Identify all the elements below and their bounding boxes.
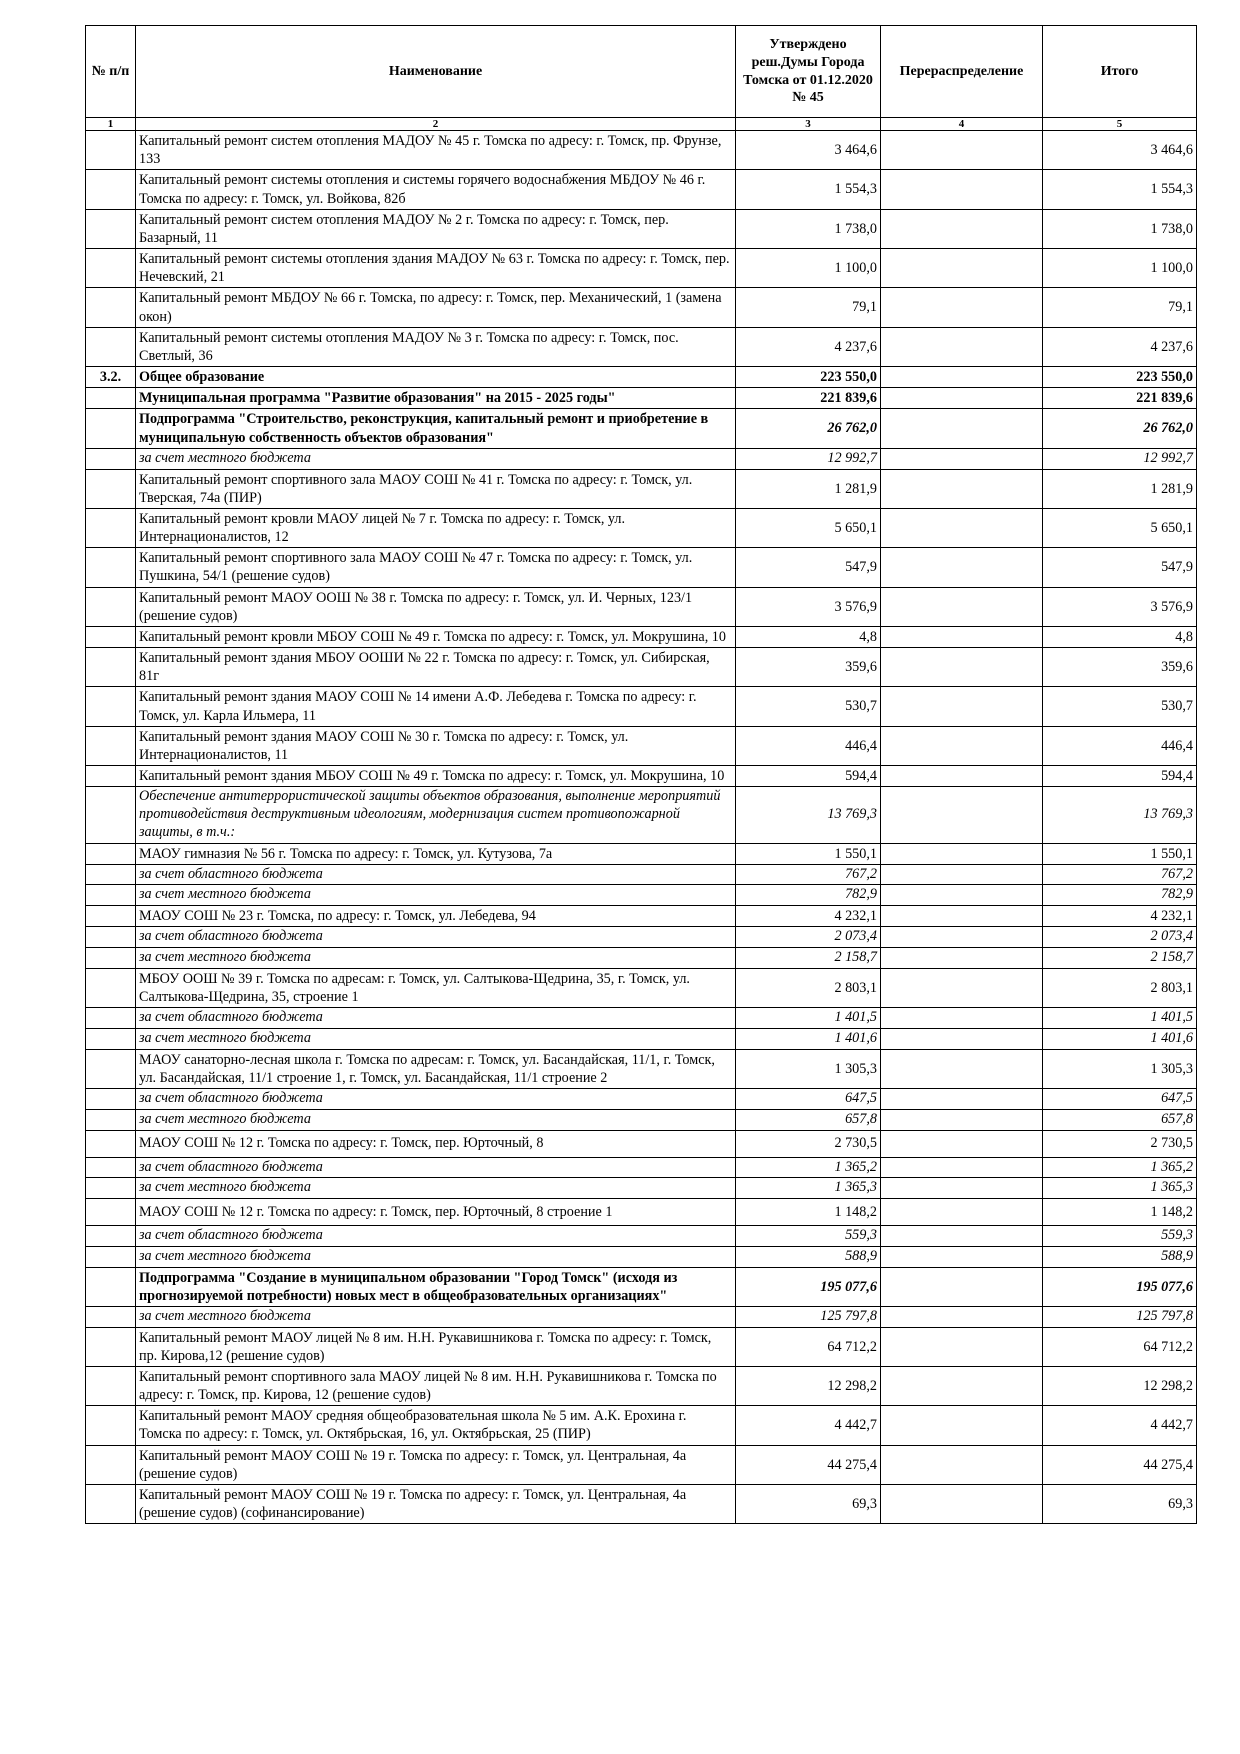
row-redistribution-cell (881, 1178, 1043, 1199)
row-total-cell: 359,6 (1043, 648, 1197, 687)
row-approved-cell: 547,9 (736, 548, 881, 587)
row-approved-cell: 1 738,0 (736, 209, 881, 248)
table-row (86, 409, 1197, 448)
row-redistribution-cell (881, 1327, 1043, 1366)
row-total-cell: 12 992,7 (1043, 448, 1197, 469)
row-number-cell (86, 1306, 136, 1327)
row-redistribution-cell (881, 288, 1043, 327)
row-approved-cell: 1 401,5 (736, 1008, 881, 1029)
row-approved-cell: 79,1 (736, 288, 881, 327)
row-approved-cell: 125 797,8 (736, 1306, 881, 1327)
row-name-cell: Капитальный ремонт МАОУ средняя общеобразовательная школа № 5 им. А.К. Ерохина г. Томска по адресу: г. Томск, ул. Октябрьская, 16, ул. Октябрьская, 25 (ПИР) (136, 1406, 736, 1445)
row-total-cell: 44 275,4 (1043, 1445, 1197, 1484)
row-approved-cell: 782,9 (736, 885, 881, 906)
table-row (86, 367, 1197, 388)
row-total-cell: 2 803,1 (1043, 968, 1197, 1007)
table-row (86, 726, 1197, 765)
row-approved-cell: 44 275,4 (736, 1445, 881, 1484)
row-number-cell (86, 388, 136, 409)
row-name-cell: за счет местного бюджета (136, 948, 736, 969)
row-total-cell: 782,9 (1043, 885, 1197, 906)
row-approved-cell: 12 298,2 (736, 1366, 881, 1405)
row-redistribution-cell (881, 469, 1043, 508)
row-total-cell: 657,8 (1043, 1109, 1197, 1130)
row-number-cell (86, 209, 136, 248)
row-redistribution-cell (881, 448, 1043, 469)
row-redistribution-cell (881, 1089, 1043, 1110)
table-row (86, 766, 1197, 787)
row-name-cell: за счет областного бюджета (136, 1008, 736, 1029)
row-name-cell: Обеспечение антитеррористической защиты объектов образования, выполнение мероприятий противодействия деструктивным идеологиям, модернизация систем противопожарной защиты, в т.ч.: (136, 787, 736, 843)
row-number-cell (86, 843, 136, 864)
table-row (86, 1008, 1197, 1029)
row-name-cell: за счет местного бюджета (136, 1178, 736, 1199)
row-name-cell: Капитальный ремонт кровли МБОУ СОШ № 49 г. Томска по адресу: г. Томск, ул. Мокрушина, 10 (136, 626, 736, 647)
row-redistribution-cell (881, 409, 1043, 448)
row-number-cell (86, 1366, 136, 1405)
row-name-cell: Капитальный ремонт здания МБОУ СОШ № 49 г. Томска по адресу: г. Томск, ул. Мокрушина, 10 (136, 766, 736, 787)
row-approved-cell: 359,6 (736, 648, 881, 687)
row-approved-cell: 2 073,4 (736, 927, 881, 948)
row-approved-cell: 530,7 (736, 687, 881, 726)
row-redistribution-cell (881, 1109, 1043, 1130)
table-row (86, 288, 1197, 327)
row-approved-cell: 3 576,9 (736, 587, 881, 626)
row-number-cell (86, 1406, 136, 1445)
table-row (86, 648, 1197, 687)
row-number-cell (86, 687, 136, 726)
row-redistribution-cell (881, 885, 1043, 906)
row-number-cell (86, 409, 136, 448)
table-row (86, 1485, 1197, 1524)
row-total-cell: 223 550,0 (1043, 367, 1197, 388)
column-number: 4 (881, 118, 1043, 131)
row-redistribution-cell (881, 587, 1043, 626)
header-name: Наименование (136, 26, 736, 118)
row-redistribution-cell (881, 1306, 1043, 1327)
row-name-cell: за счет областного бюджета (136, 927, 736, 948)
row-approved-cell: 4 237,6 (736, 327, 881, 366)
table-row (86, 1327, 1197, 1366)
row-total-cell: 2 158,7 (1043, 948, 1197, 969)
table-row (86, 209, 1197, 248)
row-redistribution-cell (881, 1246, 1043, 1267)
row-number-cell (86, 1246, 136, 1267)
row-name-cell: за счет местного бюджета (136, 1306, 736, 1327)
row-name-cell: МАОУ СОШ № 12 г. Томска по адресу: г. Томск, пер. Юрточный, 8 (136, 1130, 736, 1157)
table-header-row (86, 26, 1197, 118)
row-name-cell: за счет областного бюджета (136, 1157, 736, 1178)
row-total-cell: 26 762,0 (1043, 409, 1197, 448)
row-number-cell (86, 726, 136, 765)
row-number-cell (86, 1327, 136, 1366)
table-row (86, 1267, 1197, 1306)
table-row (86, 548, 1197, 587)
row-number-cell (86, 1445, 136, 1484)
row-name-cell: за счет областного бюджета (136, 864, 736, 885)
row-number-cell (86, 170, 136, 209)
row-approved-cell: 223 550,0 (736, 367, 881, 388)
row-redistribution-cell (881, 1049, 1043, 1088)
row-name-cell: Капитальный ремонт здания МАОУ СОШ № 30 г. Томска по адресу: г. Томск, ул. Интернационалистов, 11 (136, 726, 736, 765)
row-redistribution-cell (881, 766, 1043, 787)
row-approved-cell: 559,3 (736, 1226, 881, 1247)
row-number-cell (86, 948, 136, 969)
table-body (86, 131, 1197, 1524)
row-total-cell: 1 365,2 (1043, 1157, 1197, 1178)
row-total-cell: 1 401,5 (1043, 1008, 1197, 1029)
row-name-cell: Подпрограмма "Строительство, реконструкция, капитальный ремонт и приобретение в муниципальную собственность объектов образования" (136, 409, 736, 448)
row-name-cell: Капитальный ремонт спортивного зала МАОУ СОШ № 41 г. Томска по адресу: г. Томск, ул. Тверская, 74а (ПИР) (136, 469, 736, 508)
table-row (86, 1226, 1197, 1247)
row-approved-cell: 69,3 (736, 1485, 881, 1524)
row-approved-cell: 26 762,0 (736, 409, 881, 448)
table-row (86, 1366, 1197, 1405)
row-total-cell: 3 464,6 (1043, 131, 1197, 170)
table-row (86, 864, 1197, 885)
table-row (86, 927, 1197, 948)
row-number-cell (86, 1028, 136, 1049)
row-redistribution-cell (881, 626, 1043, 647)
header-approved: Утверждено реш.Думы Города Томска от 01.12.2020 № 45 (736, 26, 881, 118)
row-redistribution-cell (881, 388, 1043, 409)
row-total-cell: 4 442,7 (1043, 1406, 1197, 1445)
row-approved-cell: 767,2 (736, 864, 881, 885)
column-number: 5 (1043, 118, 1197, 131)
row-total-cell: 1 550,1 (1043, 843, 1197, 864)
table-row (86, 1130, 1197, 1157)
row-name-cell: Капитальный ремонт кровли МАОУ лицей № 7 г. Томска по адресу: г. Томск, ул. Интернационалистов, 12 (136, 508, 736, 547)
row-total-cell: 594,4 (1043, 766, 1197, 787)
row-total-cell: 69,3 (1043, 1485, 1197, 1524)
table-row (86, 388, 1197, 409)
row-approved-cell: 1 554,3 (736, 170, 881, 209)
row-number-cell (86, 885, 136, 906)
row-name-cell: Капитальный ремонт систем отопления МАДОУ № 45 г. Томска по адресу: г. Томск, пр. Фрунзе, 133 (136, 131, 736, 170)
column-number: 1 (86, 118, 136, 131)
row-approved-cell: 1 281,9 (736, 469, 881, 508)
row-redistribution-cell (881, 1199, 1043, 1226)
row-redistribution-cell (881, 548, 1043, 587)
row-redistribution-cell (881, 508, 1043, 547)
table-row (86, 1157, 1197, 1178)
row-name-cell: Подпрограмма "Создание в муниципальном образовании "Город Томск" (исходя из прогнозируемой потребности) новых мест в общеобразовательных организациях" (136, 1267, 736, 1306)
row-redistribution-cell (881, 927, 1043, 948)
row-name-cell: за счет местного бюджета (136, 1028, 736, 1049)
row-approved-cell: 4 232,1 (736, 906, 881, 927)
row-total-cell: 1 148,2 (1043, 1199, 1197, 1226)
row-redistribution-cell (881, 1008, 1043, 1029)
row-redistribution-cell (881, 1406, 1043, 1445)
row-redistribution-cell (881, 1485, 1043, 1524)
row-name-cell: МАОУ СОШ № 23 г. Томска, по адресу: г. Томск, ул. Лебедева, 94 (136, 906, 736, 927)
row-total-cell: 3 576,9 (1043, 587, 1197, 626)
table-row (86, 1089, 1197, 1110)
table-row (86, 885, 1197, 906)
table-row (86, 1109, 1197, 1130)
row-approved-cell: 446,4 (736, 726, 881, 765)
row-total-cell: 79,1 (1043, 288, 1197, 327)
row-number-cell (86, 968, 136, 1007)
table-row (86, 469, 1197, 508)
row-approved-cell: 1 100,0 (736, 249, 881, 288)
row-total-cell: 2 073,4 (1043, 927, 1197, 948)
row-approved-cell: 1 365,3 (736, 1178, 881, 1199)
row-number-cell: 3.2. (86, 367, 136, 388)
row-number-cell (86, 626, 136, 647)
row-number-cell (86, 587, 136, 626)
row-approved-cell: 12 992,7 (736, 448, 881, 469)
row-approved-cell: 1 305,3 (736, 1049, 881, 1088)
row-name-cell: Капитальный ремонт здания МАОУ СОШ № 14 имени А.Ф. Лебедева г. Томска по адресу: г. Томск, ул. Карла Ильмера, 11 (136, 687, 736, 726)
row-number-cell (86, 1157, 136, 1178)
row-approved-cell: 1 148,2 (736, 1199, 881, 1226)
row-redistribution-cell (881, 1267, 1043, 1306)
row-number-cell (86, 1049, 136, 1088)
table-row (86, 787, 1197, 843)
row-redistribution-cell (881, 1366, 1043, 1405)
row-total-cell: 1 554,3 (1043, 170, 1197, 209)
row-approved-cell: 2 803,1 (736, 968, 881, 1007)
row-approved-cell: 2 158,7 (736, 948, 881, 969)
row-name-cell: Капитальный ремонт спортивного зала МАОУ СОШ № 47 г. Томска по адресу: г. Томск, ул. Пушкина, 54/1 (решение судов) (136, 548, 736, 587)
row-number-cell (86, 1008, 136, 1029)
row-number-cell (86, 648, 136, 687)
row-name-cell: за счет областного бюджета (136, 1226, 736, 1247)
row-total-cell: 1 365,3 (1043, 1178, 1197, 1199)
row-name-cell: Капитальный ремонт системы отопления и системы горячего водоснабжения МБДОУ № 46 г. Томска по адресу: г. Томск, ул. Войкова, 82б (136, 170, 736, 209)
row-redistribution-cell (881, 843, 1043, 864)
row-total-cell: 647,5 (1043, 1089, 1197, 1110)
row-total-cell: 1 100,0 (1043, 249, 1197, 288)
row-total-cell: 1 738,0 (1043, 209, 1197, 248)
row-redistribution-cell (881, 131, 1043, 170)
table-row (86, 1028, 1197, 1049)
row-total-cell: 13 769,3 (1043, 787, 1197, 843)
row-approved-cell: 1 365,2 (736, 1157, 881, 1178)
row-total-cell: 64 712,2 (1043, 1327, 1197, 1366)
row-number-cell (86, 927, 136, 948)
row-approved-cell: 647,5 (736, 1089, 881, 1110)
row-number-cell (86, 1178, 136, 1199)
row-name-cell: МАОУ СОШ № 12 г. Томска по адресу: г. Томск, пер. Юрточный, 8 строение 1 (136, 1199, 736, 1226)
row-name-cell: Капитальный ремонт МБДОУ № 66 г. Томска, по адресу: г. Томск, пер. Механический, 1 (замена окон) (136, 288, 736, 327)
row-name-cell: Капитальный ремонт МАОУ СОШ № 19 г. Томска по адресу: г. Томск, ул. Центральная, 4а (решение судов) (136, 1445, 736, 1484)
row-total-cell: 4,8 (1043, 626, 1197, 647)
row-approved-cell: 3 464,6 (736, 131, 881, 170)
row-total-cell: 2 730,5 (1043, 1130, 1197, 1157)
row-total-cell: 767,2 (1043, 864, 1197, 885)
row-approved-cell: 221 839,6 (736, 388, 881, 409)
row-redistribution-cell (881, 968, 1043, 1007)
row-name-cell: МАОУ гимназия № 56 г. Томска по адресу: г. Томск, ул. Кутузова, 7а (136, 843, 736, 864)
row-total-cell: 1 305,3 (1043, 1049, 1197, 1088)
row-total-cell: 530,7 (1043, 687, 1197, 726)
row-number-cell (86, 787, 136, 843)
column-number: 3 (736, 118, 881, 131)
table-row (86, 687, 1197, 726)
row-name-cell: за счет местного бюджета (136, 885, 736, 906)
row-redistribution-cell (881, 327, 1043, 366)
row-total-cell: 12 298,2 (1043, 1366, 1197, 1405)
row-redistribution-cell (881, 687, 1043, 726)
row-total-cell: 588,9 (1043, 1246, 1197, 1267)
table-row (86, 249, 1197, 288)
row-number-cell (86, 131, 136, 170)
table-row (86, 1445, 1197, 1484)
row-total-cell: 446,4 (1043, 726, 1197, 765)
row-redistribution-cell (881, 209, 1043, 248)
row-name-cell: МБОУ ООШ № 39 г. Томска по адресам: г. Томск, ул. Салтыкова-Щедрина, 35, г. Томск, ул. Салтыкова-Щедрина, 35, строение 1 (136, 968, 736, 1007)
row-redistribution-cell (881, 864, 1043, 885)
table-row (86, 327, 1197, 366)
table-row (86, 1199, 1197, 1226)
row-approved-cell: 4 442,7 (736, 1406, 881, 1445)
header-redistribution: Перераспределение (881, 26, 1043, 118)
row-number-cell (86, 288, 136, 327)
row-approved-cell: 657,8 (736, 1109, 881, 1130)
row-name-cell: Капитальный ремонт систем отопления МАДОУ № 2 г. Томска по адресу: г. Томск, пер. Базарный, 11 (136, 209, 736, 248)
row-number-cell (86, 448, 136, 469)
row-redistribution-cell (881, 787, 1043, 843)
row-number-cell (86, 1267, 136, 1306)
table-row (86, 1049, 1197, 1088)
row-total-cell: 221 839,6 (1043, 388, 1197, 409)
row-approved-cell: 64 712,2 (736, 1327, 881, 1366)
row-total-cell: 5 650,1 (1043, 508, 1197, 547)
row-total-cell: 547,9 (1043, 548, 1197, 587)
row-name-cell: Капитальный ремонт системы отопления здания МАДОУ № 63 г. Томска по адресу: г. Томск, пер. Нечевский, 21 (136, 249, 736, 288)
table-row (86, 448, 1197, 469)
table-row (86, 131, 1197, 170)
row-name-cell: Капитальный ремонт МАОУ ООШ № 38 г. Томска по адресу: г. Томск, ул. И. Черных, 123/1 (решение судов) (136, 587, 736, 626)
table-row (86, 843, 1197, 864)
row-redistribution-cell (881, 948, 1043, 969)
row-redistribution-cell (881, 1028, 1043, 1049)
row-approved-cell: 1 401,6 (736, 1028, 881, 1049)
row-redistribution-cell (881, 249, 1043, 288)
row-total-cell: 125 797,8 (1043, 1306, 1197, 1327)
row-redistribution-cell (881, 367, 1043, 388)
row-redistribution-cell (881, 906, 1043, 927)
row-number-cell (86, 906, 136, 927)
row-redistribution-cell (881, 726, 1043, 765)
table-row (86, 948, 1197, 969)
row-number-cell (86, 469, 136, 508)
table-row (86, 1246, 1197, 1267)
table-row (86, 508, 1197, 547)
row-number-cell (86, 1485, 136, 1524)
row-redistribution-cell (881, 1130, 1043, 1157)
row-total-cell: 559,3 (1043, 1226, 1197, 1247)
row-name-cell: Капитальный ремонт системы отопления МАДОУ № 3 г. Томска по адресу: г. Томск, пос. Светлый, 36 (136, 327, 736, 366)
row-name-cell: за счет местного бюджета (136, 448, 736, 469)
row-approved-cell: 4,8 (736, 626, 881, 647)
table-row (86, 968, 1197, 1007)
row-name-cell: Муниципальная программа "Развитие образования" на 2015 - 2025 годы" (136, 388, 736, 409)
row-approved-cell: 1 550,1 (736, 843, 881, 864)
row-redistribution-cell (881, 1157, 1043, 1178)
row-approved-cell: 13 769,3 (736, 787, 881, 843)
row-approved-cell: 2 730,5 (736, 1130, 881, 1157)
row-name-cell: Капитальный ремонт МАОУ СОШ № 19 г. Томска по адресу: г. Томск, ул. Центральная, 4а (решение судов) (софинансирование) (136, 1485, 736, 1524)
table-row (86, 1306, 1197, 1327)
row-number-cell (86, 1226, 136, 1247)
row-number-cell (86, 1109, 136, 1130)
row-total-cell: 195 077,6 (1043, 1267, 1197, 1306)
table-row (86, 1178, 1197, 1199)
row-number-cell (86, 1130, 136, 1157)
budget-table (85, 25, 1197, 1524)
row-name-cell: за счет местного бюджета (136, 1109, 736, 1130)
row-name-cell: Капитальный ремонт здания МБОУ ООШИ № 22 г. Томска по адресу: г. Томск, ул. Сибирская, 81г (136, 648, 736, 687)
table-row (86, 170, 1197, 209)
header-total: Итого (1043, 26, 1197, 118)
row-approved-cell: 594,4 (736, 766, 881, 787)
row-number-cell (86, 249, 136, 288)
row-number-cell (86, 864, 136, 885)
row-number-cell (86, 1089, 136, 1110)
row-name-cell: Капитальный ремонт МАОУ лицей № 8 им. Н.Н. Рукавишникова г. Томска по адресу: г. Томск, пр. Кирова,12 (решение судов) (136, 1327, 736, 1366)
row-redistribution-cell (881, 1445, 1043, 1484)
table-row (86, 626, 1197, 647)
row-number-cell (86, 327, 136, 366)
column-number-row (86, 118, 1197, 131)
row-name-cell: МАОУ санаторно-лесная школа г. Томска по адресам: г. Томск, ул. Басандайская, 11/1, г. Томск, ул. Басандайская, 11/1 строение 1, г. Томск, ул. Басандайская, 11/1 строение 2 (136, 1049, 736, 1088)
row-name-cell: за счет областного бюджета (136, 1089, 736, 1110)
row-name-cell: за счет местного бюджета (136, 1246, 736, 1267)
table-row (86, 906, 1197, 927)
row-number-cell (86, 766, 136, 787)
row-name-cell: Общее образование (136, 367, 736, 388)
table-row (86, 1406, 1197, 1445)
row-total-cell: 4 232,1 (1043, 906, 1197, 927)
row-number-cell (86, 548, 136, 587)
row-redistribution-cell (881, 170, 1043, 209)
row-total-cell: 1 281,9 (1043, 469, 1197, 508)
table-row (86, 587, 1197, 626)
row-number-cell (86, 1199, 136, 1226)
row-total-cell: 4 237,6 (1043, 327, 1197, 366)
row-approved-cell: 5 650,1 (736, 508, 881, 547)
column-number: 2 (136, 118, 736, 131)
row-total-cell: 1 401,6 (1043, 1028, 1197, 1049)
row-redistribution-cell (881, 648, 1043, 687)
row-name-cell: Капитальный ремонт спортивного зала МАОУ лицей № 8 им. Н.Н. Рукавишникова г. Томска по адресу: г. Томск, пр. Кирова, 12 (решение судов) (136, 1366, 736, 1405)
row-approved-cell: 195 077,6 (736, 1267, 881, 1306)
row-number-cell (86, 508, 136, 547)
row-approved-cell: 588,9 (736, 1246, 881, 1267)
header-number: № п/п (86, 26, 136, 118)
row-redistribution-cell (881, 1226, 1043, 1247)
